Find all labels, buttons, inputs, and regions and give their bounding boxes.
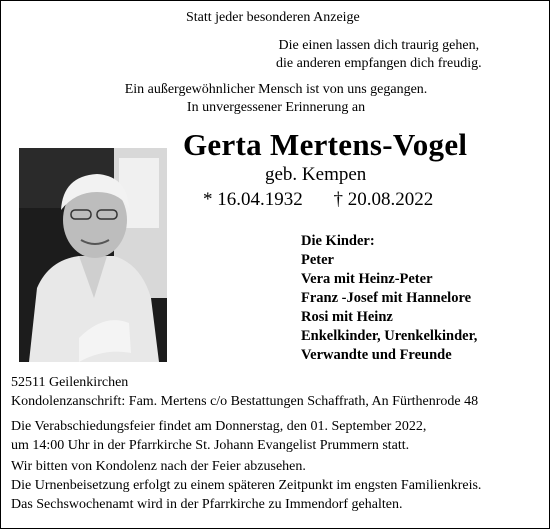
note-line: Das Sechswochenamt wird in der Pfarrkirche zu Immendorf gehalten.: [11, 497, 403, 512]
mourner-line: Die Kinder:: [301, 233, 375, 249]
maiden-name: geb. Kempen: [265, 164, 367, 185]
poem-line: Die einen lassen dich traurig gehen,: [278, 38, 480, 53]
condolence-address: Kondolenzanschrift: Fam. Mertens c/o Bestattungen Schaffrath, An Fürthenrode 48: [11, 394, 479, 409]
tribute-line: Ein außergewöhnlicher Mensch ist von uns gegangen.: [124, 82, 428, 97]
note-line: Die Verabschiedungsfeier findet am Donnerstag, den 01. September 2022,: [11, 419, 427, 434]
death-date: † 20.08.2022: [333, 189, 434, 210]
mourners-list: [301, 232, 477, 365]
tribute: [1, 81, 550, 117]
life-dates: [203, 189, 433, 211]
tribute-line: In unvergessener Erinnerung an: [186, 100, 366, 115]
portrait-photo: [19, 148, 167, 362]
mourner-line: Enkelkinder, Urenkelkinder,: [301, 328, 478, 344]
mourner-line: Verwandte und Freunde: [301, 347, 452, 363]
intro-line: Statt jeder besonderen Anzeige: [186, 10, 360, 25]
mourner-line: Rosi mit Heinz: [301, 309, 393, 325]
note-line: Wir bitten von Kondolenz nach der Feier abzusehen.: [11, 459, 306, 474]
deceased-name: Gerta Mertens-Vogel: [183, 127, 468, 162]
birth-date: * 16.04.1932: [203, 189, 303, 210]
poem: [276, 37, 482, 73]
mourner-line: Franz -Josef mit Hannelore: [301, 290, 472, 306]
note-line: um 14:00 Uhr in der Pfarrkirche St. Johann Evangelist Prummern statt.: [11, 438, 410, 453]
note-line: Die Urnenbeisetzung erfolgt zu einem späteren Zeitpunkt im engsten Familienkreis.: [11, 478, 482, 493]
poem-line: die anderen empfangen dich freudig.: [276, 56, 482, 71]
notes-block: [11, 417, 481, 514]
address-block: [11, 373, 478, 411]
mourner-line: Peter: [301, 252, 334, 268]
mourner-line: Vera mit Heinz-Peter: [301, 271, 433, 287]
address-city: 52511 Geilenkirchen: [11, 375, 129, 390]
